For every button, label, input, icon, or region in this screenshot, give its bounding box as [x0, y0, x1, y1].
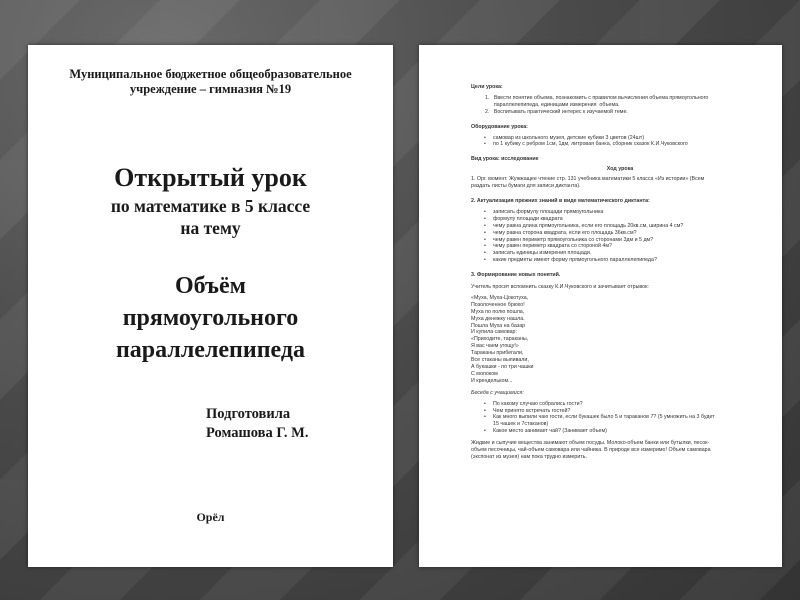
poem-line: Муха по полю пошла, — [471, 308, 525, 315]
poem-line: «Приходите, тараканы, — [471, 336, 529, 343]
step-3-heading: 3. Формирование новых понятий. — [471, 272, 561, 279]
city-name: Орёл — [196, 510, 225, 524]
lesson-topic: Объём прямоугольного параллелепипеда — [115, 273, 306, 363]
poem-line: И крендельком... — [471, 377, 513, 384]
list-item: • Как много выпили чаю гости, если букашек было 5 и тараканов 7? (5 умножить на 3 будет — [493, 414, 769, 421]
conversation-heading: Беседа с учащимися: — [471, 389, 524, 396]
poem-line: Я вас чаем угощу!» — [471, 343, 519, 350]
poem-line: С молоком — [471, 370, 498, 377]
list-item: • формулу площади квадрата — [493, 216, 769, 223]
lesson-type: Вид урока: исследование — [471, 156, 539, 163]
lesson-title: Открытый урок — [114, 163, 307, 192]
poem-line: Пошла Муха на базар — [471, 322, 526, 329]
step-1: 1. Орг. момент. Жужжащее чтение стр. 131 учебника математики 5 класса «Из истории» (Всем раздать листы бумаги для записи диктанта). — [471, 176, 705, 190]
poem — [471, 295, 769, 385]
list-item: • записать единицы измерения площади. — [493, 250, 769, 257]
poem-line: Все стаканы выпивали, — [471, 357, 529, 364]
course-heading: Ход урока — [606, 166, 634, 173]
list-item: • По какому случаю собрались гости? — [493, 401, 769, 408]
list-item: • какие предметы имеют форму прямоугольного параллелепипеда? — [493, 257, 769, 264]
poem-line: А букашки - по три чашки — [471, 364, 534, 370]
list-item-continuation: 15 чашек и 7стаканов) — [493, 421, 549, 428]
poem-line: Тараканы прибегали, — [471, 350, 524, 357]
poem-line: Муха денежку нашла. — [471, 315, 525, 322]
institution-name: Муниципальное бюджетное общеобразовательное учреждение – гимназия №19 — [69, 67, 352, 96]
list-item: • по 1 кубику с ребром 1см, 1дм, литровая банка, сборник сказок К.И.Чуковского — [493, 141, 769, 148]
list-item: • чему равен периметр прямоугольника со сторонами 3дм и 5 дм? — [493, 237, 769, 244]
left-page — [28, 45, 393, 567]
list-item: 1. Ввести понятие объема, познакомить с правилом вычисления объема прямоугольного — [485, 94, 709, 101]
lesson-subtitle-line-1: по математике в 5 классе — [110, 196, 311, 216]
poem-line: «Муха, Муха-Цокотуха, — [471, 294, 529, 301]
equipment-list — [471, 135, 769, 149]
list-item: • Чем принято встречать гостей? — [493, 408, 769, 415]
author-block: Подготовила Ромашова Г. М. — [206, 406, 309, 441]
list-item: параллелепипеда, единицами измерения объема. — [485, 101, 620, 108]
goals-heading: Цели урока: — [471, 84, 503, 90]
poem-line: И купила самовар: — [471, 329, 517, 336]
poem-line: Позолоченное брюхо! — [471, 301, 525, 308]
step-2-heading: 2. Актуализация прежних знаний в виде математического диктанта: — [471, 197, 650, 204]
list-item: • самовар из школьного музея, детские кубики 3 цветов (24шт) — [493, 135, 769, 142]
step-3-intro: Учитель просит вспомнить сказку К.И.Чуковского и зачитывает отрывок: — [471, 284, 649, 291]
goals-list — [471, 95, 769, 116]
list-item: • чему равна длина прямоугольника, если его площадь 20кв.см, ширина 4 см? — [493, 223, 769, 230]
questions-list — [471, 401, 769, 436]
lesson-plan-text — [471, 81, 769, 461]
list-item: • Какое место занимает чай? (Занимает объем) — [493, 428, 769, 435]
list-item: • чему равен периметр квадрата со стороной 4м? — [493, 243, 769, 250]
list-item: • записать формулу площади прямоугольника — [493, 209, 769, 216]
lesson-subtitle-line-2: на тему — [180, 218, 241, 238]
list-item: 2. Воспитывать практический интерес к изучаемой теме. — [485, 108, 628, 115]
equipment-heading: Оборудование урока: — [471, 123, 528, 130]
right-page — [419, 45, 782, 567]
list-item: • чему равна сторона квадрата, если его площадь 36кв.см? — [493, 230, 769, 237]
dictation-list — [471, 209, 769, 264]
closing-paragraph: Жидкие и сыпучие вещества занимают объем посуды. Молоко-объем банки или бутылки, песок- объем песочницы, чай-объем самовара или чайника. В природе все измеримо! Объем самовара (экспонат из музея) нам пока трудно измерить. — [471, 440, 711, 460]
